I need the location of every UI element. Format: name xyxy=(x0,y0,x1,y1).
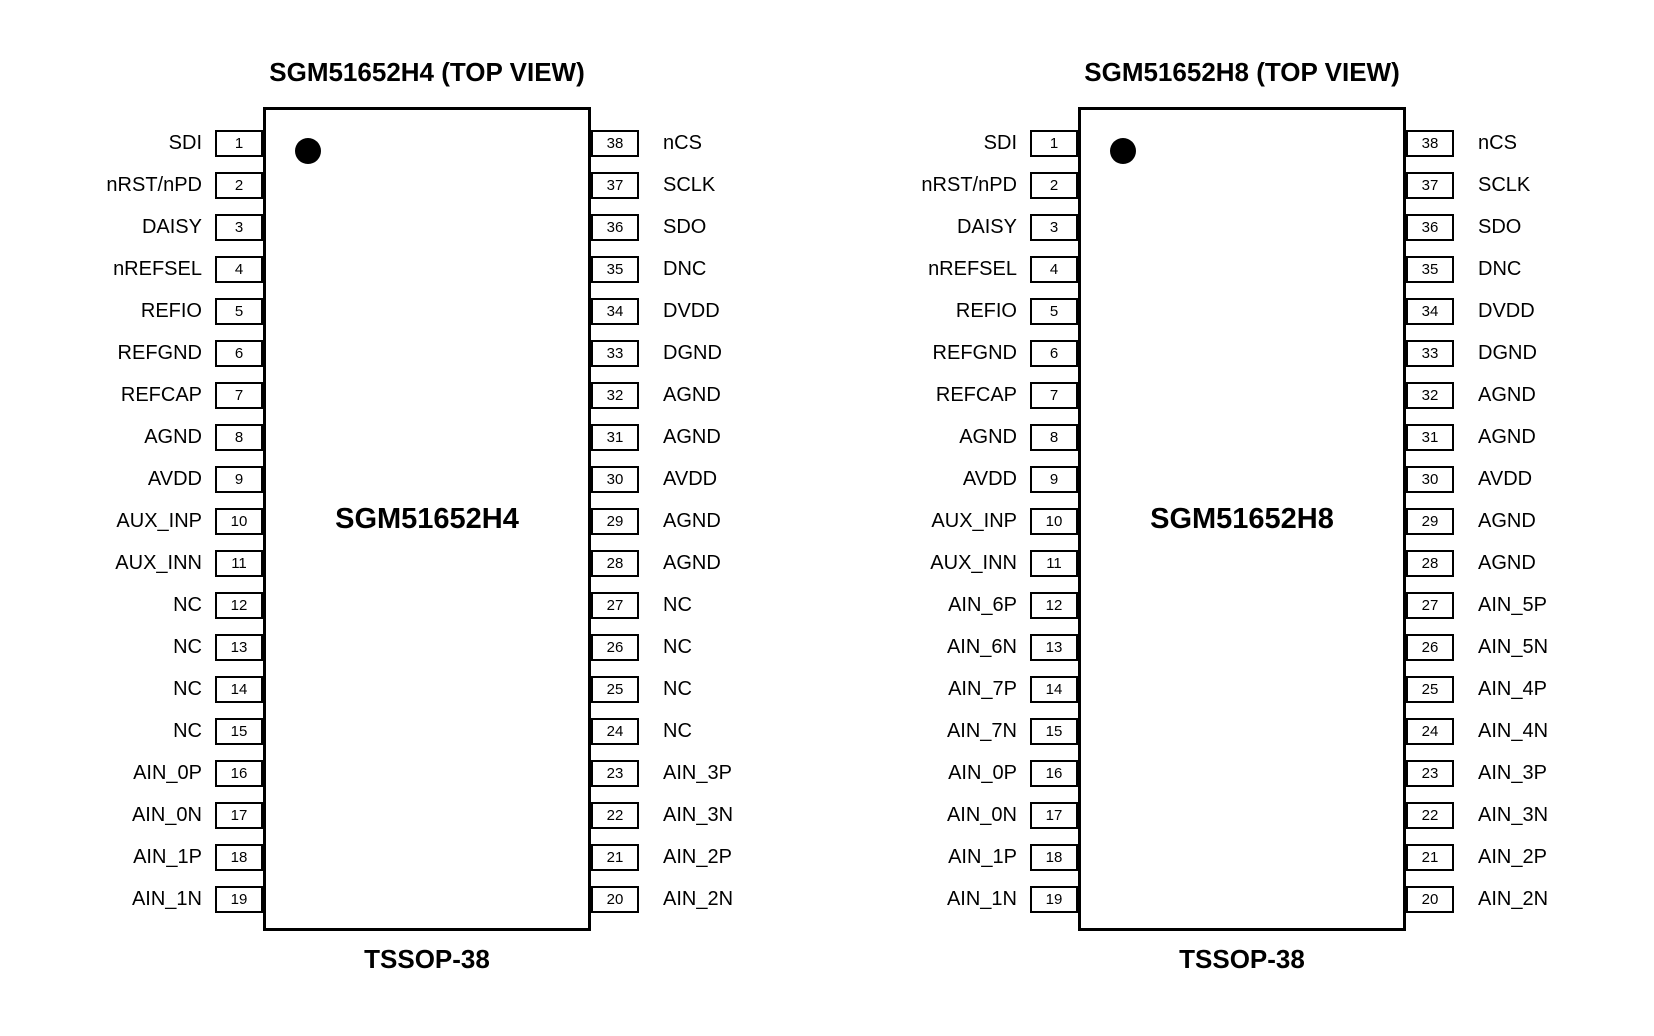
pin-23-number-box: 23 xyxy=(1406,760,1454,787)
chip-diagram-sgm51652h4 xyxy=(48,0,888,1036)
pin-36-number-box: 36 xyxy=(1406,214,1454,241)
pin-34-label: DVDD xyxy=(1478,299,1535,322)
pin-34-label: DVDD xyxy=(663,299,720,322)
pin-26-label: AIN_5N xyxy=(1478,636,1549,659)
pin-16-number-box: 16 xyxy=(215,760,263,787)
pin-24-number-box: 24 xyxy=(591,718,639,745)
pin-2-label: nRST/nPD xyxy=(921,173,1017,196)
pin-9-number-box: 9 xyxy=(215,466,263,493)
pin-35-label: DNC xyxy=(663,257,707,280)
pin-14-number-box: 14 xyxy=(1030,676,1078,703)
pin-17-label: AIN_0N xyxy=(131,804,202,827)
pin-34-number-box: 34 xyxy=(1406,298,1454,325)
pin-7-number-box: 7 xyxy=(1030,382,1078,409)
pin-4-number-box: 4 xyxy=(1030,256,1078,283)
pin-30-label: AVDD xyxy=(1478,467,1533,490)
pin-18-number-box: 18 xyxy=(1030,844,1078,871)
pin-28-number-box: 28 xyxy=(591,550,639,577)
pin-11-label: AUX_INN xyxy=(115,552,202,574)
pin-9-label: AVDD xyxy=(962,467,1017,490)
pin-28-label: AGND xyxy=(663,552,721,574)
pin-24-label: AIN_4N xyxy=(1478,720,1549,743)
pin-8-number-box: 8 xyxy=(215,424,263,451)
pin-12-label: NC xyxy=(173,594,202,617)
pin-1-number-box: 1 xyxy=(1030,130,1078,157)
pin-19-number-box: 19 xyxy=(215,886,263,913)
pin-8-number-box: 8 xyxy=(1030,424,1078,451)
pin-33-label: DGND xyxy=(1478,341,1537,364)
pin-10-label: AUX_INP xyxy=(116,510,202,532)
pin1-marker-dot-icon xyxy=(1110,138,1136,164)
pin-28-label: AGND xyxy=(1478,552,1536,574)
pin-11-number-box: 11 xyxy=(1030,550,1078,577)
pin-29-label: AGND xyxy=(1478,510,1536,532)
pin-18-label: AIN_1P xyxy=(948,846,1017,869)
pin-31-number-box: 31 xyxy=(591,424,639,451)
pin-19-label: AIN_1N xyxy=(946,888,1017,911)
pin-17-label: AIN_0N xyxy=(946,804,1017,827)
pin-25-number-box: 25 xyxy=(1406,676,1454,703)
pin-20-number-box: 20 xyxy=(1406,886,1454,913)
pin-32-label: AGND xyxy=(1478,383,1536,406)
pin-29-label: AGND xyxy=(663,510,721,532)
pin-26-number-box: 26 xyxy=(1406,634,1454,661)
package-label: TSSOP-38 xyxy=(1179,944,1305,974)
chip-body xyxy=(1078,107,1406,931)
pin-22-label: AIN_3N xyxy=(663,804,734,827)
pin-29-number-box: 29 xyxy=(591,508,639,535)
chip-title: SGM51652H8 (TOP VIEW) xyxy=(1084,57,1400,87)
pin-32-number-box: 32 xyxy=(591,382,639,409)
pin-4-number-box: 4 xyxy=(215,256,263,283)
pin-20-label: AIN_2N xyxy=(1478,888,1549,911)
pin-36-number-box: 36 xyxy=(591,214,639,241)
pin-37-number-box: 37 xyxy=(1406,172,1454,199)
pin-28-number-box: 28 xyxy=(1406,550,1454,577)
pin-15-number-box: 15 xyxy=(215,718,263,745)
pin-33-number-box: 33 xyxy=(591,340,639,367)
pin-7-label: REFCAP xyxy=(120,383,202,406)
pin-3-label: DAISY xyxy=(956,215,1017,238)
pin-31-label: AGND xyxy=(663,425,721,448)
pin-37-label: SCLK xyxy=(1478,173,1531,196)
pin-22-number-box: 22 xyxy=(1406,802,1454,829)
pin-27-label: AIN_5P xyxy=(1478,594,1547,617)
pin-37-number-box: 37 xyxy=(591,172,639,199)
pin-30-number-box: 30 xyxy=(591,466,639,493)
pin-1-number-box: 1 xyxy=(215,130,263,157)
pin-19-number-box: 19 xyxy=(1030,886,1078,913)
pin-3-number-box: 3 xyxy=(215,214,263,241)
pin-1-label: SDI xyxy=(983,131,1017,154)
pin-3-number-box: 3 xyxy=(1030,214,1078,241)
pin-15-number-box: 15 xyxy=(1030,718,1078,745)
pin-5-number-box: 5 xyxy=(215,298,263,325)
pin-11-number-box: 11 xyxy=(215,550,263,577)
pin-29-number-box: 29 xyxy=(1406,508,1454,535)
pin-6-number-box: 6 xyxy=(1030,340,1078,367)
pin-9-number-box: 9 xyxy=(1030,466,1078,493)
pin-23-label: AIN_3P xyxy=(663,762,732,785)
pin-13-number-box: 13 xyxy=(215,634,263,661)
pin-9-label: AVDD xyxy=(147,467,202,490)
chip-center-label: SGM51652H8 xyxy=(1150,503,1334,535)
pin-27-number-box: 27 xyxy=(591,592,639,619)
pin-15-label: NC xyxy=(173,720,202,743)
pin-21-number-box: 21 xyxy=(1406,844,1454,871)
package-label: TSSOP-38 xyxy=(364,944,490,974)
pin-5-label: REFIO xyxy=(955,299,1017,322)
chip-center-label: SGM51652H4 xyxy=(335,503,519,535)
pin-5-label: REFIO xyxy=(140,299,202,322)
pin-33-number-box: 33 xyxy=(1406,340,1454,367)
pin-22-number-box: 22 xyxy=(591,802,639,829)
pin-36-label: SDO xyxy=(1478,215,1522,238)
pin-10-number-box: 10 xyxy=(1030,508,1078,535)
pin-13-label: AIN_6N xyxy=(946,636,1017,659)
pin-21-label: AIN_2P xyxy=(663,846,732,869)
pin-17-number-box: 17 xyxy=(1030,802,1078,829)
pin-16-number-box: 16 xyxy=(1030,760,1078,787)
pin-37-label: SCLK xyxy=(663,173,716,196)
pin-32-number-box: 32 xyxy=(1406,382,1454,409)
pin-6-label: REFGND xyxy=(117,341,202,364)
pin-27-label: NC xyxy=(663,594,692,617)
pin-38-number-box: 38 xyxy=(591,130,639,157)
pin-1-label: SDI xyxy=(168,131,202,154)
pin-14-label: NC xyxy=(173,678,202,701)
pin-26-number-box: 26 xyxy=(591,634,639,661)
chip-diagram-sgm51652h8 xyxy=(863,0,1654,1036)
pin-15-label: AIN_7N xyxy=(946,720,1017,743)
pin-17-number-box: 17 xyxy=(215,802,263,829)
pin-6-number-box: 6 xyxy=(215,340,263,367)
pin-7-number-box: 7 xyxy=(215,382,263,409)
pin-38-label: nCS xyxy=(663,131,702,154)
pin-14-number-box: 14 xyxy=(215,676,263,703)
pin-18-label: AIN_1P xyxy=(133,846,202,869)
pin-5-number-box: 5 xyxy=(1030,298,1078,325)
pin-25-label: AIN_4P xyxy=(1478,678,1547,701)
pin-7-label: REFCAP xyxy=(935,383,1017,406)
pin-3-label: DAISY xyxy=(141,215,202,238)
pin-35-number-box: 35 xyxy=(1406,256,1454,283)
pin-24-label: NC xyxy=(663,720,692,743)
pin-23-number-box: 23 xyxy=(591,760,639,787)
pin-34-number-box: 34 xyxy=(591,298,639,325)
pin-30-number-box: 30 xyxy=(1406,466,1454,493)
pin-6-label: REFGND xyxy=(932,341,1017,364)
pin-31-number-box: 31 xyxy=(1406,424,1454,451)
pin-31-label: AGND xyxy=(1478,425,1536,448)
pin-35-number-box: 35 xyxy=(591,256,639,283)
pin-20-label: AIN_2N xyxy=(663,888,734,911)
pin-20-number-box: 20 xyxy=(591,886,639,913)
pin-22-label: AIN_3N xyxy=(1478,804,1549,827)
pin-19-label: AIN_1N xyxy=(131,888,202,911)
pin-8-label: AGND xyxy=(144,425,202,448)
pin-25-label: NC xyxy=(663,678,692,701)
pin-21-label: AIN_2P xyxy=(1478,846,1547,869)
pin-13-label: NC xyxy=(173,636,202,659)
pin-24-number-box: 24 xyxy=(1406,718,1454,745)
pin-12-label: AIN_6P xyxy=(948,594,1017,617)
pin-16-label: AIN_0P xyxy=(133,762,202,785)
pin-38-number-box: 38 xyxy=(1406,130,1454,157)
pin-12-number-box: 12 xyxy=(1030,592,1078,619)
pin-10-label: AUX_INP xyxy=(931,510,1017,532)
pin-4-label: nREFSEL xyxy=(928,257,1017,280)
pin-38-label: nCS xyxy=(1478,131,1517,154)
pin1-marker-dot-icon xyxy=(295,138,321,164)
pin-2-number-box: 2 xyxy=(215,172,263,199)
pin-26-label: NC xyxy=(663,636,692,659)
pin-27-number-box: 27 xyxy=(1406,592,1454,619)
chip-title: SGM51652H4 (TOP VIEW) xyxy=(269,57,585,87)
pin-35-label: DNC xyxy=(1478,257,1522,280)
pin-14-label: AIN_7P xyxy=(948,678,1017,701)
pin-2-label: nRST/nPD xyxy=(106,173,202,196)
pin-11-label: AUX_INN xyxy=(930,552,1017,574)
pin-36-label: SDO xyxy=(663,215,707,238)
pin-16-label: AIN_0P xyxy=(948,762,1017,785)
pin-23-label: AIN_3P xyxy=(1478,762,1547,785)
pin-21-number-box: 21 xyxy=(591,844,639,871)
pin-10-number-box: 10 xyxy=(215,508,263,535)
pin-25-number-box: 25 xyxy=(591,676,639,703)
pin-18-number-box: 18 xyxy=(215,844,263,871)
pin-13-number-box: 13 xyxy=(1030,634,1078,661)
pin-32-label: AGND xyxy=(663,383,721,406)
pin-12-number-box: 12 xyxy=(215,592,263,619)
pin-4-label: nREFSEL xyxy=(113,257,202,280)
pin-30-label: AVDD xyxy=(663,467,718,490)
pin-33-label: DGND xyxy=(663,341,722,364)
pin-2-number-box: 2 xyxy=(1030,172,1078,199)
chip-body xyxy=(263,107,591,931)
pin-8-label: AGND xyxy=(959,425,1017,448)
